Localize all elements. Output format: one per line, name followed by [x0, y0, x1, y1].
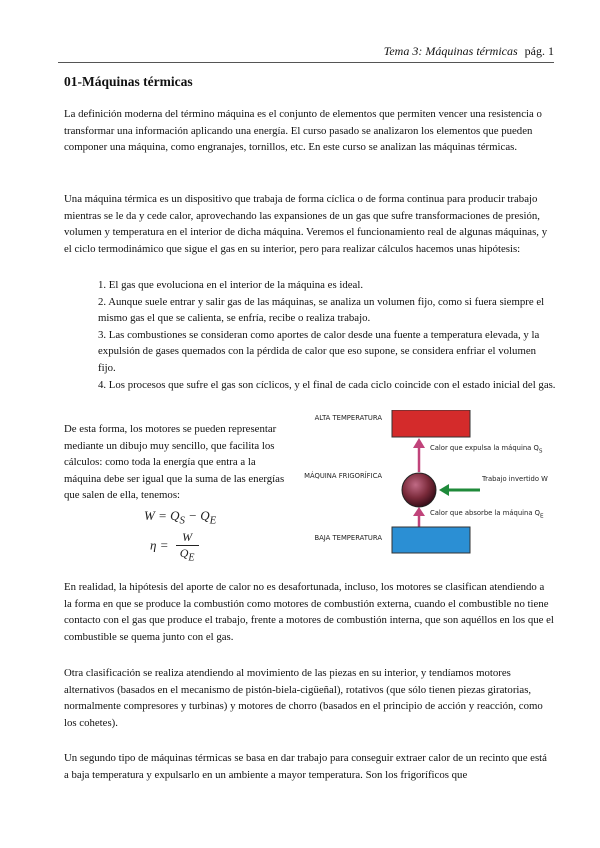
low-temperature-label: BAJA TEMPERATURA	[314, 534, 382, 542]
machine-label: MÁQUINA FRIGORÍFICA	[304, 472, 382, 480]
formula-text: = Q	[158, 508, 180, 523]
heat-out-note	[430, 444, 542, 454]
note-subscript: S	[538, 448, 543, 455]
hypotheses-list	[98, 277, 556, 393]
formula-text: W	[144, 508, 155, 523]
formula-text: − Q	[184, 508, 210, 523]
note-text: Calor que absorbe la máquina Q	[430, 509, 541, 517]
paragraph-combustion: En realidad, la hipótesis del aporte de calor no es desafortunada, incluso, los motores se clasifican atendiendo a la forma en que se produce la combustión como motores de combustión externa, cuando el combustible no tiene contacto con el gas que produce el trabajo, frente a motores de combustión interna, que son aquéllos en los que el combustible se quema junto con el gas.	[64, 581, 554, 643]
formula-subscript: E	[209, 514, 217, 527]
fraction-denominator	[176, 546, 199, 563]
header-divider	[58, 62, 554, 63]
page-header	[384, 44, 554, 59]
low-temperature-reservoir	[392, 527, 470, 553]
paragraph-definition: La definición moderna del término máquina es el conjunto de elementos que permiten vencer una resistencia o transformar una información aplicando una energía. El curso pasado se analizaron los elementos que pueden componer una máquina, como engranajes, tornillos, etc. En este curso se analizan las máquinas térmicas.	[64, 108, 542, 154]
formula-text: Q	[179, 546, 189, 560]
hypothesis-item: 2. Aunque suele entrar y salir gas de las máquinas, se analiza un volumen fijo, como si fuera siempre el mismo gas el que se calienta, se enfría, recibe o realiza trabajo.	[98, 295, 545, 325]
section-title: 01-Máquinas térmicas	[64, 74, 193, 89]
page-number: pág. 1	[524, 44, 554, 58]
formula-subscript: E	[188, 552, 195, 564]
formula-text: η =	[150, 537, 169, 553]
efficiency-fraction	[176, 530, 199, 563]
paragraph-thermal-machine: Una máquina térmica es un dispositivo que trabaja de forma cíclica o de forma continua para producir trabajo mientras se le da y cede calor, aprovechando las expansiones de un gas que sufre transformaciones de presión, volumen y temperatura en el interior de dicha máquina. Veremos el funcionamiento real de algunas máquinas, y el ciclo termodinámico que sigue el gas en su interior, pero para realizar cálculos hacemos unas hipótesis:	[64, 193, 548, 255]
note-subscript: E	[540, 513, 544, 520]
formula-subscript: S	[179, 514, 185, 527]
paragraph-refrigerators: Un segundo tipo de máquinas térmicas se basa en dar trabajo para conseguir extraer calor de un recinto que está a baja temperatura y expulsarlo en un ambiente a mayor temperatura. Son los frigoríficos que	[64, 752, 547, 781]
efficiency-formula	[150, 530, 199, 563]
refrigerator-diagram	[300, 410, 570, 560]
heat-out-arrow-head	[413, 438, 425, 448]
paragraph-classification: Otra clasificación se realiza atendiendo al movimiento de las piezas en su interior, y tendíamos motores alternativos (basados en el mecanismo de pistón-biela-cigüeñal), rotativos (que sólo tienen piezas giratorias, normalmente compresores y turbinas) y motores de chorro (basados en el principio de acción y reacción, como los cohetes).	[64, 667, 543, 729]
paragraph-representation: De esta forma, los motores se pueden representar mediante un dibujo muy sencillo, que facilita los cálculos: como toda la energía que entra a la máquina debe ser igual que la suma de las energías que salen de ella, tenemos:	[64, 423, 285, 502]
machine-icon	[402, 473, 436, 507]
high-temperature-reservoir	[392, 410, 470, 437]
heat-in-note	[430, 509, 544, 519]
hypothesis-item: 4. Los procesos que sufre el gas son cíclicos, y el final de cada ciclo coincide con el estado inicial del gas.	[98, 378, 556, 391]
fraction-numerator: W	[176, 530, 199, 546]
work-note: Trabajo invertido W	[482, 475, 548, 483]
header-title: Tema 3: Máquinas térmicas	[383, 44, 518, 58]
note-text: Calor que expulsa la máquina Q	[430, 444, 539, 452]
heat-in-arrow-head	[413, 507, 425, 516]
hypothesis-item: 3. Las combustiones se consideran como aportes de calor desde una fuente a temperatura elevada, y la expulsión de gases quemados con la pérdida de calor que eso supone, se considera enfriar el volumen fijo.	[98, 328, 540, 374]
work-formula	[144, 508, 216, 527]
high-temperature-label: ALTA TEMPERATURA	[314, 414, 382, 422]
hypothesis-item: 1. El gas que evoluciona en el interior de la máquina es ideal.	[98, 279, 364, 291]
work-arrow-head	[439, 484, 449, 496]
